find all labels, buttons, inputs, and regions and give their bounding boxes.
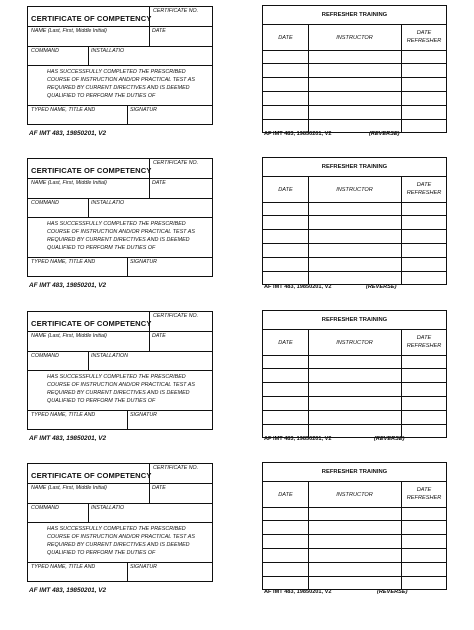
form-id-front: AF IMT 483, 19850201, V2	[29, 130, 107, 137]
name-row	[28, 27, 212, 47]
table-row[interactable]	[263, 77, 446, 78]
typed-name-field[interactable]	[28, 563, 127, 581]
installation-field[interactable]	[88, 199, 212, 217]
col-date: DATE	[278, 35, 293, 41]
col-date-refresher: DATE REFRESHER	[406, 335, 442, 349]
col-instructor: INSTRUCTOR	[336, 492, 373, 498]
statement-row	[28, 523, 212, 563]
table-row[interactable]	[263, 229, 446, 230]
competency-statement: HAS SUCCESSFULLY COMPLETED THE PRESCRIBED COURSE OF INSTRUCTION AND/OR PRACTICAL TEST AS REQUIRED BY CURRENT DIRECTIVES AND IS DEEMED QUALIFIED TO PERFORM THE DUTIES OF	[47, 526, 195, 556]
col-date-refresher: DATE REFRESHER	[406, 30, 442, 44]
date-field[interactable]	[149, 27, 212, 46]
col-date-refresher: DATE REFRESHER	[406, 182, 442, 196]
col-instructor: INSTRUCTOR	[336, 187, 373, 193]
col-instructor: INSTRUCTOR	[336, 340, 373, 346]
signature-row	[28, 563, 212, 581]
table-row[interactable]	[263, 105, 446, 106]
typed-name-label: TYPED NAME, TITLE AND	[31, 564, 96, 570]
command-label: COMMAND	[31, 505, 59, 511]
command-field[interactable]	[28, 199, 88, 217]
column-divider	[308, 177, 309, 284]
name-row	[28, 332, 212, 352]
name-row	[28, 179, 212, 199]
date-field[interactable]	[149, 179, 212, 198]
signature-label: SIGNATUR	[130, 412, 157, 418]
refresher-title: REFRESHER TRAINING	[263, 158, 446, 177]
form-id-back-text: AF IMT 483, 19850201, V2	[264, 131, 332, 137]
command-row	[28, 47, 212, 66]
installation-label: INSTALLATIO	[91, 200, 125, 206]
statement-row	[28, 371, 212, 411]
certificate-title: CERTIFICATE OF COMPETENCY	[31, 319, 152, 328]
table-row[interactable]	[263, 271, 446, 272]
command-row	[28, 352, 212, 371]
date-field[interactable]	[149, 332, 212, 351]
command-label: COMMAND	[31, 48, 59, 54]
signature-label: SIGNATUR	[130, 259, 157, 265]
date-field[interactable]	[149, 484, 212, 503]
form-id-front: AF IMT 483, 19850201, V2	[29, 587, 107, 594]
table-row[interactable]	[263, 368, 446, 369]
statement-row	[28, 218, 212, 258]
name-field[interactable]	[28, 332, 149, 351]
command-row	[28, 504, 212, 523]
name-field[interactable]	[28, 484, 149, 503]
typed-name-field[interactable]	[28, 106, 127, 124]
name-label: NAME (Last, First, Middle Initial)	[31, 28, 107, 34]
certificate-title-row	[28, 7, 212, 27]
installation-field[interactable]	[88, 504, 212, 522]
table-row[interactable]	[263, 548, 446, 549]
refresher-title: REFRESHER TRAINING	[263, 463, 446, 482]
installation-field[interactable]	[88, 47, 212, 65]
command-field[interactable]	[28, 352, 88, 370]
certificate-form	[27, 463, 213, 582]
command-label: COMMAND	[31, 200, 59, 206]
form-id-front: AF IMT 483, 19850201, V2	[29, 435, 107, 442]
table-row[interactable]	[263, 257, 446, 258]
certificate-number-field[interactable]	[149, 464, 212, 483]
command-row	[28, 199, 212, 218]
signature-field[interactable]	[127, 411, 212, 429]
certificate-title-row	[28, 159, 212, 179]
typed-name-field[interactable]	[28, 258, 127, 276]
form-id-back	[264, 131, 400, 137]
certificate-title: CERTIFICATE OF COMPETENCY	[31, 14, 152, 23]
signature-field[interactable]	[127, 563, 212, 581]
certificate-form	[27, 158, 213, 277]
name-label: NAME (Last, First, Middle Initial)	[31, 333, 107, 339]
certificate-number-field[interactable]	[149, 159, 212, 178]
date-label: DATE	[152, 28, 166, 34]
certificate-title-row	[28, 464, 212, 484]
table-row[interactable]	[263, 119, 446, 120]
installation-field[interactable]	[88, 352, 212, 370]
col-date: DATE	[278, 340, 293, 346]
table-row[interactable]	[263, 91, 446, 92]
column-divider	[308, 330, 309, 437]
name-label: NAME (Last, First, Middle Initial)	[31, 485, 107, 491]
form-id-back-text: AF IMT 483, 19850201, V2	[264, 284, 332, 290]
form-id-back-text: AF IMT 483, 19850201, V2	[264, 589, 332, 595]
column-divider	[308, 482, 309, 589]
table-row[interactable]	[263, 534, 446, 535]
form-id-back-text: AF IMT 483, 19850201, V2	[264, 436, 332, 442]
signature-row	[28, 106, 212, 124]
refresher-training-table	[262, 462, 447, 590]
certificate-number-label: CERTIFICATE NO.	[153, 313, 199, 319]
competency-statement: HAS SUCCESSFULLY COMPLETED THE PRESCRIBED COURSE OF INSTRUCTION AND/OR PRACTICAL TEST AS REQUIRED BY CURRENT DIRECTIVES AND IS DEEMED QUALIFIED TO PERFORM THE DUTIES OF	[47, 374, 195, 404]
certificate-number-field[interactable]	[149, 312, 212, 331]
certificate-form	[27, 311, 213, 430]
signature-field[interactable]	[127, 106, 212, 124]
certificate-number-label: CERTIFICATE NO.	[153, 8, 199, 14]
reverse-label: (REVERSE)	[377, 589, 408, 595]
date-label: DATE	[152, 180, 166, 186]
name-row	[28, 484, 212, 504]
refresher-title: REFRESHER TRAINING	[263, 6, 446, 25]
certificate-title: CERTIFICATE OF COMPETENCY	[31, 166, 152, 175]
signature-row	[28, 258, 212, 276]
form-id-back	[264, 436, 405, 442]
signature-field[interactable]	[127, 258, 212, 276]
statement-row	[28, 66, 212, 106]
certificate-number-label: CERTIFICATE NO.	[153, 160, 199, 166]
col-date-refresher: DATE REFRESHER	[406, 487, 442, 501]
form-id-back	[264, 589, 408, 595]
table-row[interactable]	[263, 382, 446, 383]
competency-statement: HAS SUCCESSFULLY COMPLETED THE PRESCRIBED COURSE OF INSTRUCTION AND/OR PRACTICAL TEST AS REQUIRED BY CURRENT DIRECTIVES AND IS DEEMED QUALIFIED TO PERFORM THE DUTIES OF	[47, 69, 195, 99]
form-id-back	[264, 284, 397, 290]
table-row[interactable]	[263, 63, 446, 64]
command-field[interactable]	[28, 504, 88, 522]
refresher-training-table	[262, 5, 447, 133]
col-instructor: INSTRUCTOR	[336, 35, 373, 41]
typed-name-label: TYPED NAME, TITLE AND	[31, 412, 96, 418]
table-row[interactable]	[263, 243, 446, 244]
table-row[interactable]	[263, 396, 446, 397]
name-label: NAME (Last, First, Middle Initial)	[31, 180, 107, 186]
table-row[interactable]	[263, 562, 446, 563]
signature-row	[28, 411, 212, 429]
installation-label: INSTALLATION	[91, 353, 128, 359]
competency-statement: HAS SUCCESSFULLY COMPLETED THE PRESCRIBED COURSE OF INSTRUCTION AND/OR PRACTICAL TEST AS REQUIRED BY CURRENT DIRECTIVES AND IS DEEMED QUALIFIED TO PERFORM THE DUTIES OF	[47, 221, 195, 251]
reverse-label: (REVERSE)	[369, 131, 400, 137]
refresher-training-table	[262, 310, 447, 438]
signature-label: SIGNATUR	[130, 564, 157, 570]
table-row[interactable]	[263, 424, 446, 425]
reverse-label: (REVERSE)	[374, 436, 405, 442]
form-id-front: AF IMT 483, 19850201, V2	[29, 282, 107, 289]
signature-label: SIGNATUR	[130, 107, 157, 113]
column-divider	[308, 25, 309, 132]
refresher-training-table	[262, 157, 447, 285]
typed-name-label: TYPED NAME, TITLE AND	[31, 259, 96, 265]
refresher-title: REFRESHER TRAINING	[263, 311, 446, 330]
typed-name-field[interactable]	[28, 411, 127, 429]
col-date: DATE	[278, 492, 293, 498]
table-row[interactable]	[263, 520, 446, 521]
installation-label: INSTALLATIO	[91, 48, 125, 54]
typed-name-label: TYPED NAME, TITLE AND	[31, 107, 96, 113]
name-field[interactable]	[28, 179, 149, 198]
command-field[interactable]	[28, 47, 88, 65]
table-row[interactable]	[263, 410, 446, 411]
certificate-number-label: CERTIFICATE NO.	[153, 465, 199, 471]
installation-label: INSTALLATIO	[91, 505, 125, 511]
table-row[interactable]	[263, 215, 446, 216]
reverse-label: (REVERSE)	[366, 284, 397, 290]
certificate-title: CERTIFICATE OF COMPETENCY	[31, 471, 152, 480]
col-date: DATE	[278, 187, 293, 193]
certificate-form	[27, 6, 213, 125]
certificate-title-row	[28, 312, 212, 332]
certificate-number-field[interactable]	[149, 7, 212, 26]
command-label: COMMAND	[31, 353, 59, 359]
table-row[interactable]	[263, 576, 446, 577]
date-label: DATE	[152, 485, 166, 491]
name-field[interactable]	[28, 27, 149, 46]
date-label: DATE	[152, 333, 166, 339]
